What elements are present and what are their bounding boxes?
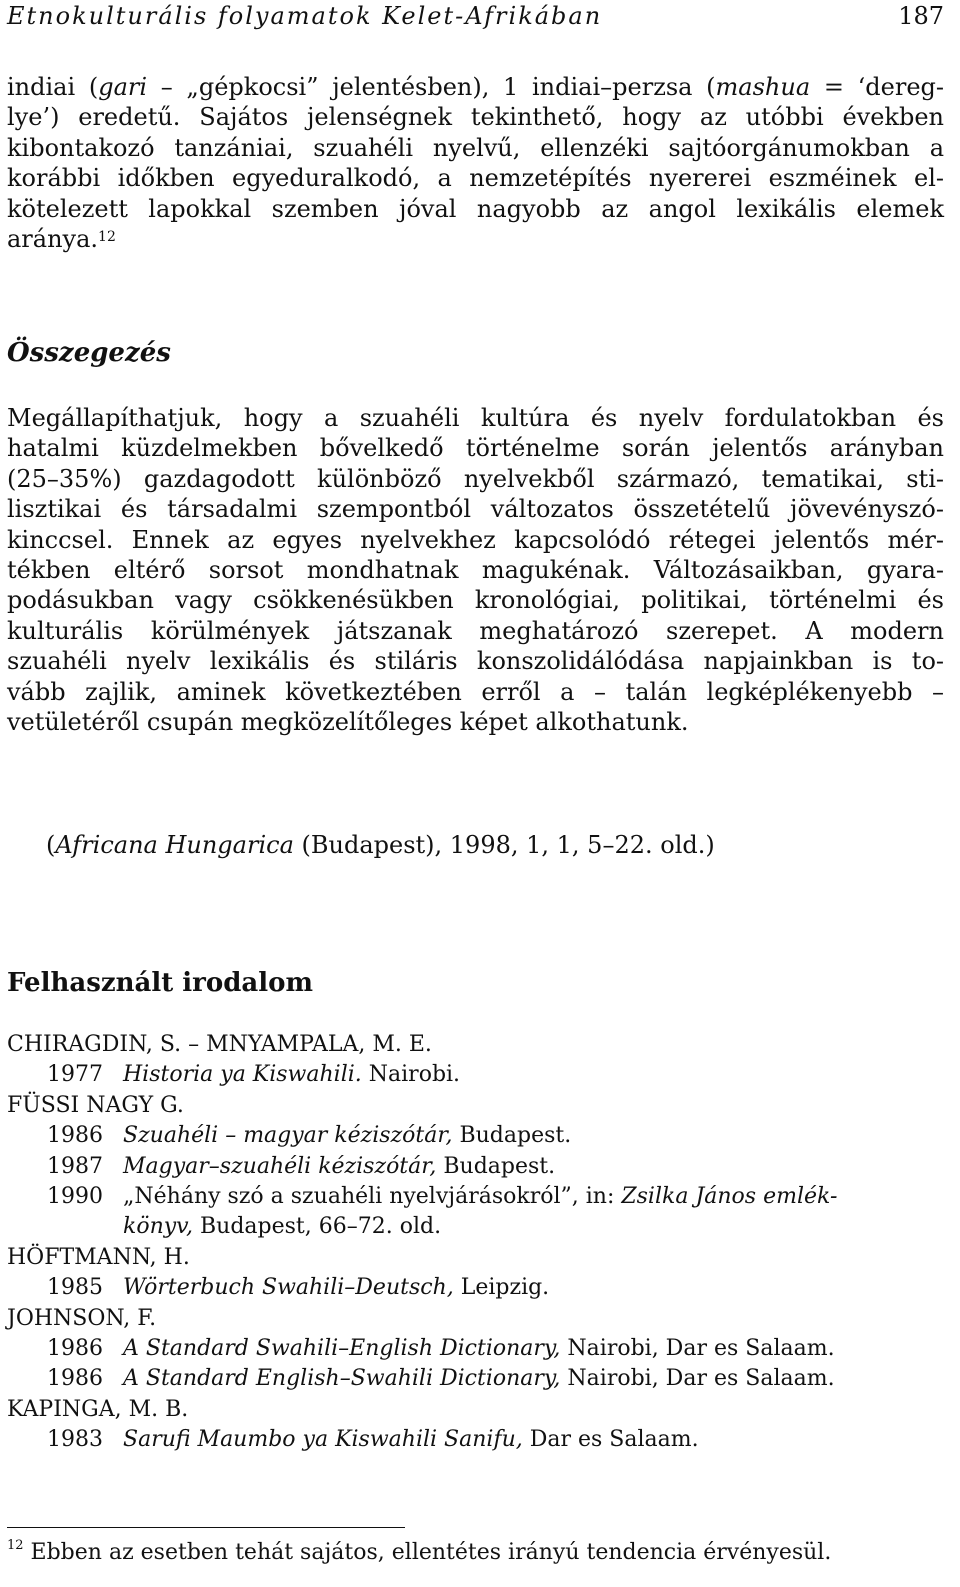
references-heading: Felhasznált irodalom [7, 968, 313, 998]
text-line: (25–35%) gazdagodott különböző nyelvekből származó, tematikai, sti- [7, 464, 944, 493]
text-line: szuahéli nyelv lexikális és stiláris konszolidálódása napjainkban is to- [7, 647, 944, 676]
text-line: vetületéről csupán megközelítőleges képet alkothatunk. [7, 708, 689, 737]
page-number: 187 [898, 2, 944, 30]
ref-entry: 1986 Szuahéli – magyar kéziszótár, Budapest. [47, 1123, 572, 1149]
ref-author: JOHNSON, F. [7, 1305, 157, 1331]
running-title: Etnokulturális folyamatok Kelet-Afrikában [7, 2, 603, 30]
footnote-text: Ebben az esetben tehát sajátos, ellentétes irányú tendencia érvényesül. [23, 1540, 832, 1565]
ref-entry: 1985 Wörterbuch Swahili–Deutsch, Leipzig. [47, 1275, 550, 1301]
footnote-number: 12 [7, 1538, 24, 1553]
text-line: lye’) eredetű. Sajátos jelenségnek tekinthető, hogy az utóbbi években [7, 103, 944, 132]
footnote [7, 1540, 831, 1565]
ref-author: FÜSSI NAGY G. [7, 1092, 184, 1118]
ref-entry: 1983 Sarufi Maumbo ya Kiswahili Sanifu, Dar es Salaam. [47, 1427, 699, 1453]
summary-paragraph [7, 403, 944, 737]
text-line: kötelezett lapokkal szemben jóval nagyobb az angol lexikális elemek [7, 194, 944, 223]
footnote-divider [7, 1527, 405, 1528]
intro-paragraph [7, 72, 944, 254]
text-line: hatalmi küzdelmekben bővelkedő történelme során jelentős arányban [7, 434, 944, 463]
ref-entry: 1986 A Standard English–Swahili Dictionary, Nairobi, Dar es Salaam. [47, 1366, 835, 1392]
references-list [7, 1030, 944, 1455]
running-header [7, 0, 944, 30]
text-line: Megállapíthatjuk, hogy a szuahéli kultúra és nyelv fordulatokban és [7, 404, 944, 432]
ref-entry: 1986 A Standard Swahili–English Dictionary, Nairobi, Dar es Salaam. [47, 1335, 835, 1361]
ref-entry: 1990 „Néhány szó a szuahéli nyelvjárásokról”, in: Zsilka János emlék- [47, 1183, 838, 1209]
section-heading-summary: Összegezés [7, 338, 171, 368]
text-line: tékben eltérő sorsot mondhatnak magukénak. Változásaikban, gyara- [7, 556, 944, 585]
text-line: korábbi időkben egyeduralkodó, a nemzetépítés nyererei eszméinek el- [7, 164, 944, 193]
text-line: podásukban vagy csökkenésükben kronológiai, politikai, történelmi és [7, 586, 944, 615]
ref-author: HÖFTMANN, H. [7, 1244, 190, 1270]
journal-title: Africana Hungarica [55, 831, 294, 859]
text-line: indiai (gari – „gépkocsi” jelentésben), 1 indiai–perzsa (mashua = ‘dereg- [7, 73, 944, 101]
ref-entry: 1987 Magyar–szuahéli kéziszótár, Budapest. [47, 1153, 556, 1179]
ref-entry: 1977 Historia ya Kiswahili. Nairobi. [47, 1062, 461, 1088]
text-line: vább zajlik, aminek következtében erről a – talán legképlékenyebb – [7, 677, 944, 706]
source-citation: (Africana Hungarica (Budapest), 1998, 1, 1, 5–22. old.) [46, 831, 715, 859]
ref-entry-continuation: könyv, Budapest, 66–72. old. [123, 1214, 442, 1240]
ref-author: CHIRAGDIN, S. – MNYAMPALA, M. E. [7, 1032, 432, 1057]
text-line: aránya.$^{12}$ [7, 225, 116, 254]
footnote-ref: 12 [98, 229, 116, 246]
text-line: lisztikai és társadalmi szempontból változatos összetételű jövevényszó- [7, 495, 944, 524]
ref-author: KAPINGA, M. B. [7, 1396, 189, 1422]
text-line: kibontakozó tanzániai, szuahéli nyelvű, ellenzéki sajtóorgánumokban a [7, 133, 944, 162]
text-line: kulturális körülmények játszanak meghatározó szerepet. A modern [7, 616, 944, 645]
text-line: kinccsel. Ennek az egyes nyelvekhez kapcsolódó rétegei jelentős mér- [7, 525, 944, 554]
